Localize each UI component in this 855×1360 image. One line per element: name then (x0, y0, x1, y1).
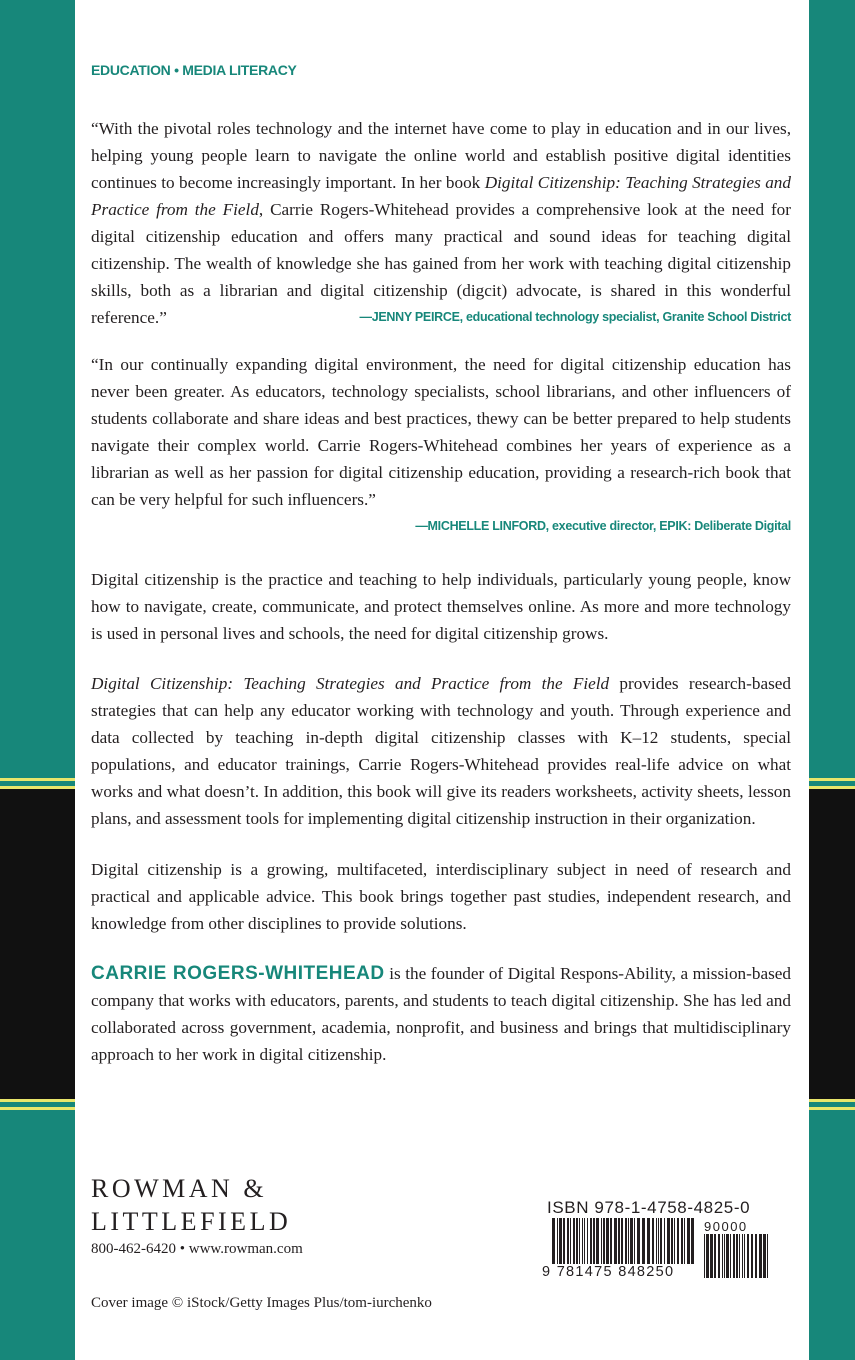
category-label: EDUCATION • MEDIA LITERACY (91, 62, 297, 78)
barcode-bar (652, 1218, 654, 1264)
barcode-bar (579, 1218, 580, 1264)
barcode-bar (667, 1218, 670, 1264)
barcode-bar (742, 1234, 743, 1278)
barcode-bar (658, 1218, 659, 1264)
ean-digits: 9 781475 848250 (542, 1264, 675, 1280)
price-code: 90000 (704, 1219, 748, 1234)
barcode-bar (634, 1218, 635, 1264)
barcode-bar (671, 1218, 673, 1264)
barcode-bar (642, 1218, 645, 1264)
barcode-bar (739, 1234, 740, 1278)
barcode-bar (714, 1234, 716, 1278)
barcode-bar (747, 1234, 749, 1278)
barcode-bar (625, 1218, 627, 1264)
endorsement-text: “In our continually expanding digital environment, the need for digital citizenship education has never been greater. As educators, technology specialists, school librarians, and other influencers of students collaborate and share ideas and best practices, thewy can be better prepared to help students navigate their complex world. Carrie Rogers-Whitehead combines her years of experience as a librarian as well as her passion for digital citizenship education, providing a research-rich book that can be very helpful for such influencers.” (91, 355, 791, 509)
barcode-bar (656, 1218, 657, 1264)
barcode-bar (603, 1218, 605, 1264)
barcode-bar (733, 1234, 735, 1278)
barcode-bar (621, 1218, 623, 1264)
barcode-bar (674, 1218, 675, 1264)
barcode-bar (660, 1218, 662, 1264)
barcode-bar (584, 1218, 585, 1264)
barcode-bar (736, 1234, 738, 1278)
barcode-bar (691, 1218, 694, 1264)
barcode-bar (614, 1218, 617, 1264)
barcode-bar (706, 1234, 709, 1278)
barcode-bar (590, 1218, 592, 1264)
description-paragraph-2 (91, 670, 791, 832)
barcode-bar (606, 1218, 609, 1264)
endorsement-michelle-linford (91, 351, 791, 540)
publisher-name-line2: LITTLEFIELD (91, 1207, 292, 1236)
barcode-bar (722, 1234, 723, 1278)
endorsement-text: , Carrie Rogers-Whitehead provides a comprehensive look at the need for digital citizenship education and offers many practical and sound ideas for teaching digital citizenship. The wealth of knowledge she has gained from her work with teaching digital citizenship skills, both as a librarian and digital citizenship (digcit) advocate, is shared in this wonderful reference.” (91, 200, 791, 327)
barcode-bar (726, 1234, 729, 1278)
barcode-bar (751, 1234, 753, 1278)
barcode-bar (628, 1218, 629, 1264)
barcode-bar (576, 1218, 578, 1264)
endorsement-attribution: —JENNY PEIRCE, educational technology specialist, Granite School District (359, 310, 791, 324)
endorsement-attribution: —MICHELLE LINFORD, executive director, EPIK: Deliberate Digital (415, 519, 791, 533)
barcode-bar (593, 1218, 595, 1264)
isbn-barcode (534, 1190, 790, 1288)
barcode-bar (724, 1234, 725, 1278)
barcode-bar (559, 1218, 562, 1264)
ean-barcode-bars (552, 1218, 694, 1264)
barcode-bar (610, 1218, 612, 1264)
barcode-bar (647, 1218, 650, 1264)
barcode-bar (763, 1234, 766, 1278)
author-name: CARRIE ROGERS-WHITEHEAD (91, 963, 385, 984)
barcode-bar (570, 1218, 571, 1264)
barcode-bar (687, 1218, 690, 1264)
publisher-contact: 800-462-6420 • www.rowman.com (91, 1241, 303, 1257)
price-barcode-bars (704, 1234, 770, 1278)
barcode-bar (587, 1218, 588, 1264)
barcode-bar (759, 1234, 762, 1278)
cover-image-credit: Cover image © iStock/Getty Images Plus/tom-iurchenko (91, 1295, 432, 1311)
barcode-bar (630, 1218, 633, 1264)
barcode-bar (637, 1218, 640, 1264)
barcode-bar (618, 1218, 620, 1264)
barcode-bar (601, 1218, 602, 1264)
book-title: Digital Citizenship: Teaching Strategies and Practice from the Field (91, 674, 610, 693)
endorsement-jenny-peirce (91, 115, 791, 331)
barcode-bar (704, 1234, 705, 1278)
description-paragraph-3: Digital citizenship is a growing, multifaceted, interdisciplinary subject in need of research and practical and applicable advice. This book brings together past studies, independent research, and knowledge from other disciplines to provide solutions. (91, 860, 791, 933)
publisher-name-line1: ROWMAN & (91, 1174, 268, 1203)
author-bio (91, 960, 791, 1068)
author-bio-text: is the founder of Digital Respons-Ability, a mission-based company that works with educators, parents, and students to teach digital citizenship. She has led and collaborated across government, academia, nonprofit, and business and brings that multidisciplinary approach to her work in digital citizenship. (91, 964, 791, 1064)
barcode-bar (767, 1234, 768, 1278)
barcode-bar (710, 1234, 713, 1278)
back-cover-panel (75, 0, 809, 1360)
barcode-bar (573, 1218, 575, 1264)
barcode-bar (677, 1218, 679, 1264)
barcode-bar (755, 1234, 757, 1278)
barcode-bar (557, 1218, 558, 1264)
description-text: provides research-based strategies that can help any educator working with technology and youth. Through experience and data collected by teaching in-depth digital citizenship classes with K–12 students, special populations, and educator trainings, Carrie Rogers-Whitehead provides real-life advice on what works and what doesn’t. In addition, this book will give its readers worksheets, activity sheets, lesson plans, and assessment tools for implementing digital citizenship instruction in their organization. (91, 674, 791, 828)
barcode-bar (567, 1218, 569, 1264)
barcode-bar (664, 1218, 665, 1264)
barcode-bar (596, 1218, 599, 1264)
barcode-bar (744, 1234, 745, 1278)
barcode-bar (582, 1218, 583, 1264)
endorsement-text: “With the pivotal roles technology and the internet have come to play in education and in our lives, helping young people learn to navigate the online world and establish positive digital identities continues to become increasingly important. In her book (91, 119, 791, 192)
isbn-number: ISBN 978-1-4758-4825-0 (547, 1198, 751, 1217)
publisher-logo (91, 1172, 291, 1238)
barcode-bar (563, 1218, 565, 1264)
book-title: Digital Citizenship: Teaching Strategies and Practice from the Field (91, 173, 791, 219)
barcode-bar (718, 1234, 720, 1278)
barcode-bar (684, 1218, 685, 1264)
barcode-bar (552, 1218, 555, 1264)
barcode-bar (730, 1234, 731, 1278)
barcode-bar (681, 1218, 683, 1264)
description-paragraph-1: Digital citizenship is the practice and teaching to help individuals, particularly young people, know how to navigate, create, communicate, and protect themselves online. As more and more technology is used in personal lives and schools, the need for digital citizenship grows. (91, 570, 791, 643)
